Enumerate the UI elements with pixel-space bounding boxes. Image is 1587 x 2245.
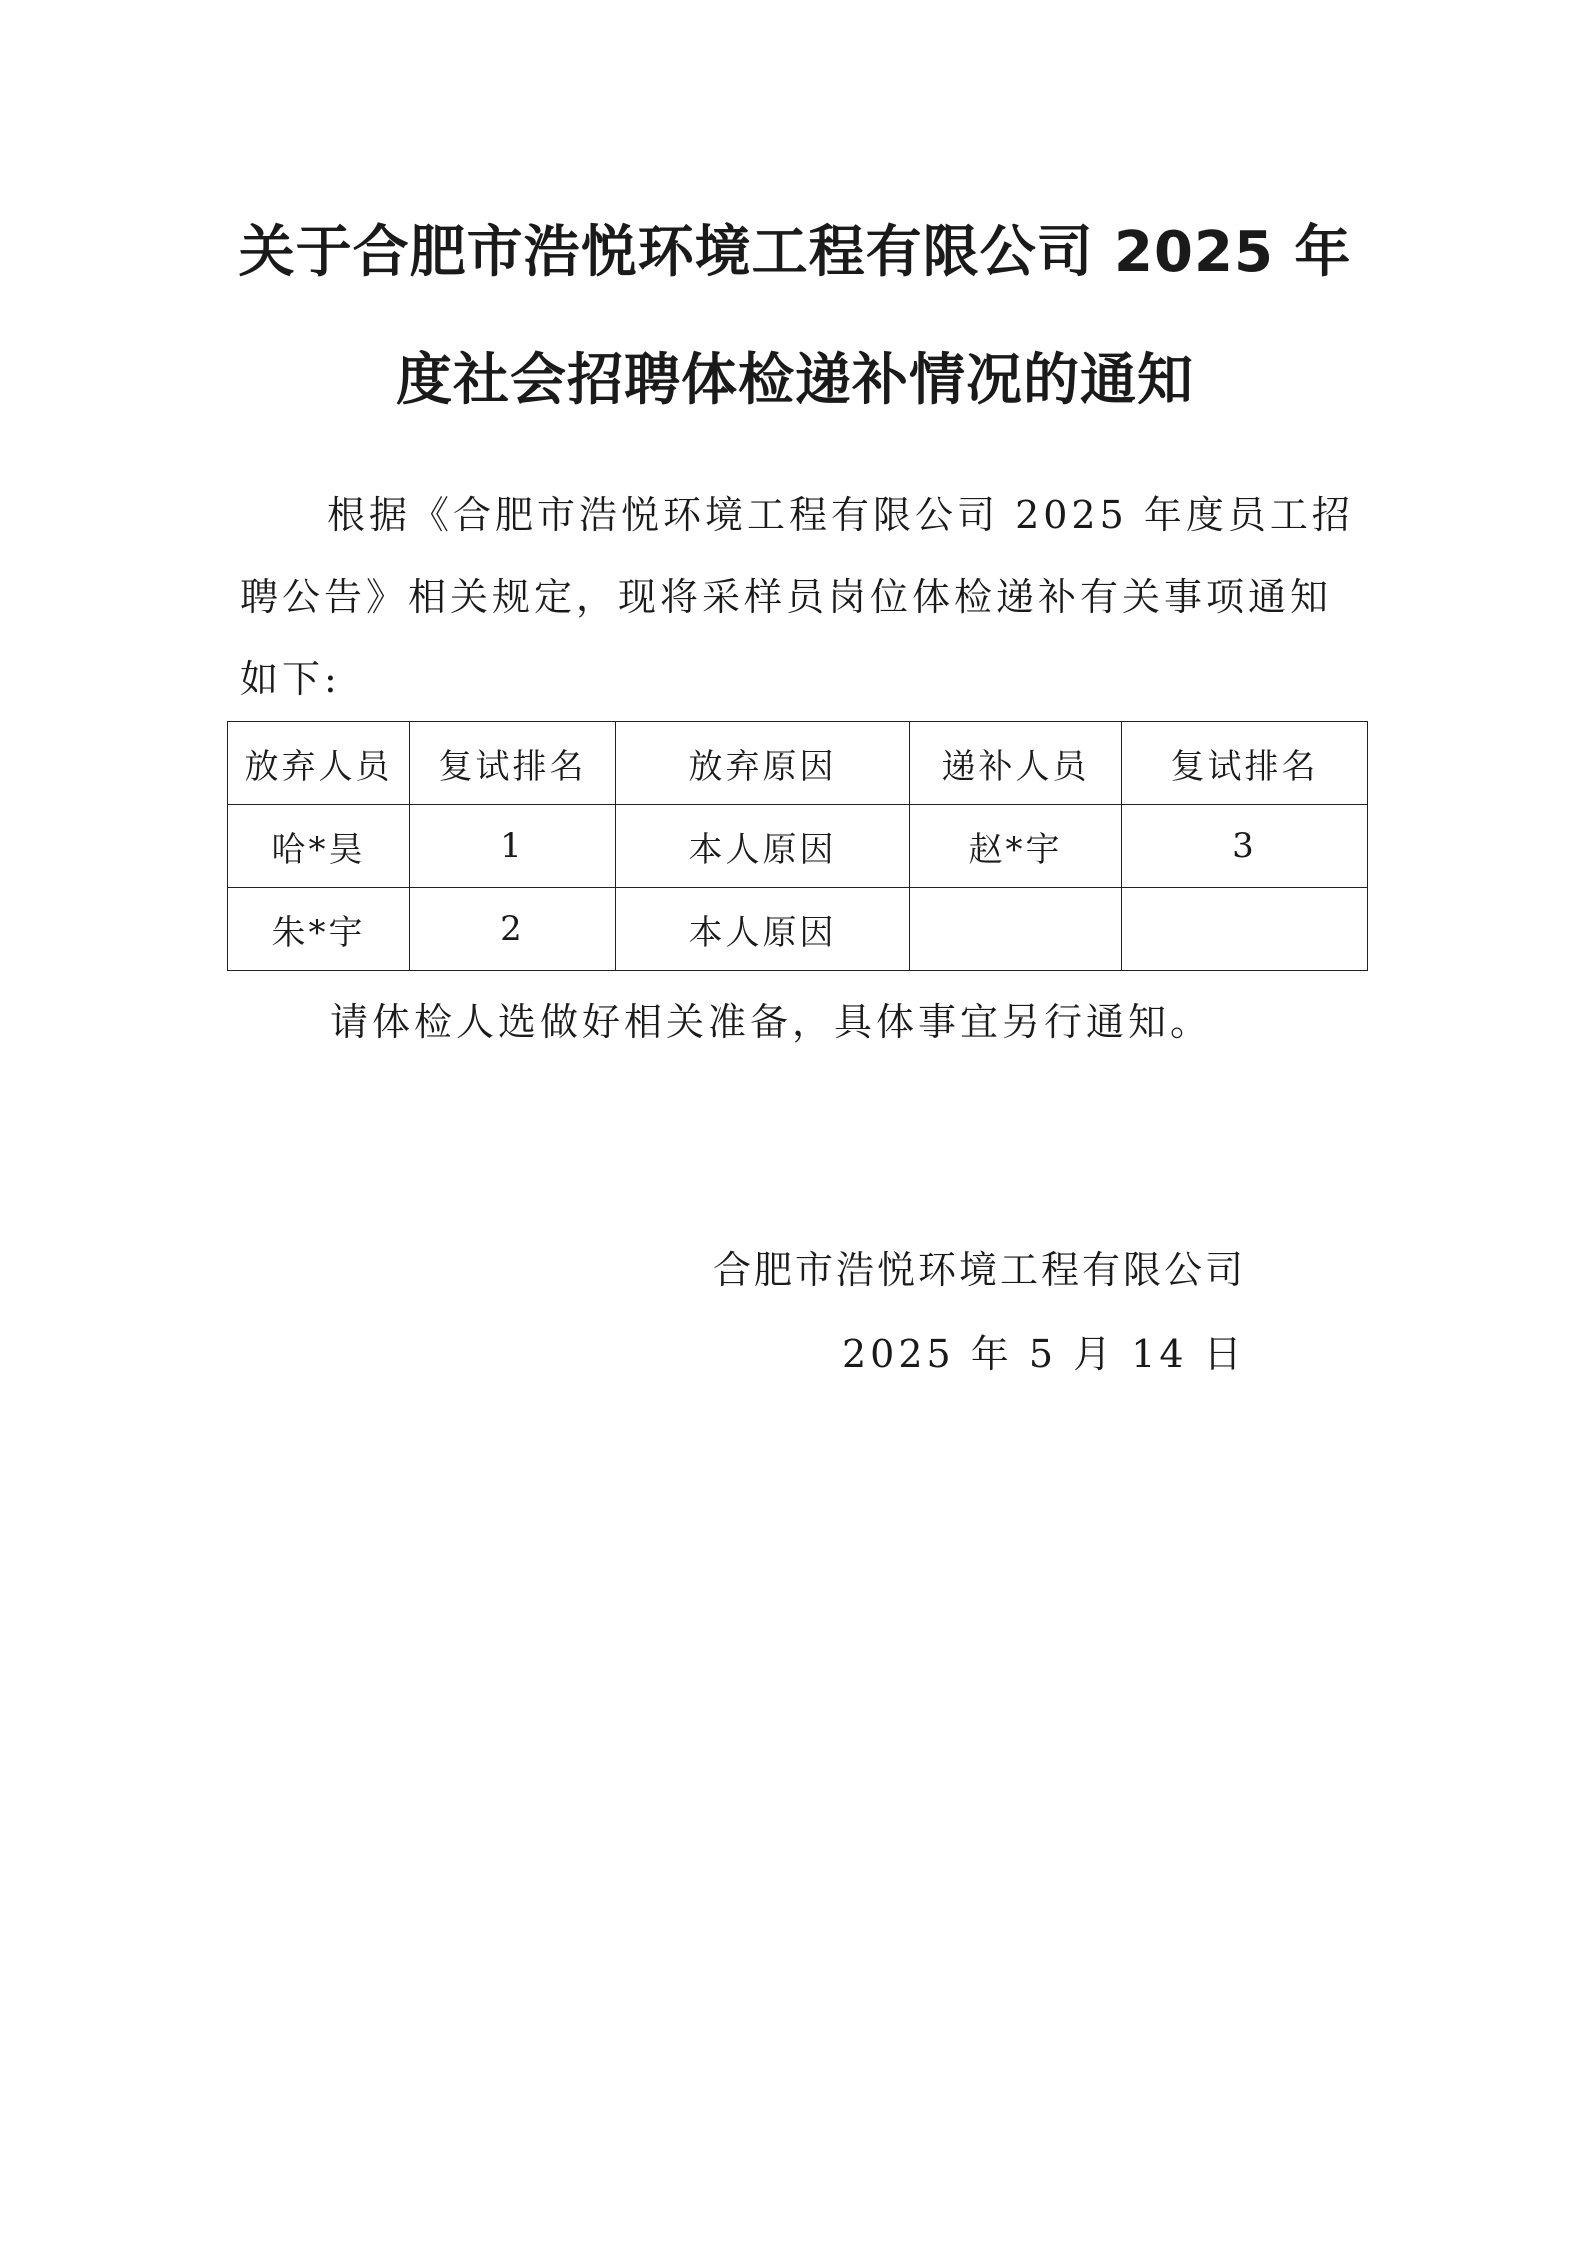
table-cell — [910, 888, 1122, 971]
table-cell: 哈*昊 — [228, 805, 410, 888]
notice-title-line-1: 关于合肥市浩悦环境工程有限公司 2025 年 — [238, 220, 1352, 285]
table-row — [228, 805, 1368, 888]
table-cell: 1 — [410, 805, 616, 888]
table-cell: 赵*宇 — [910, 805, 1122, 888]
header-retest-rank: 复试排名 — [410, 722, 616, 805]
table-cell: 2 — [410, 888, 616, 971]
notice-title-line-2: 度社会招聘体检递补情况的通知 — [396, 348, 1194, 413]
intro-paragraph-line-2: 聘公告》相关规定，现将采样员岗位体检递补有关事项通知 — [240, 575, 1333, 619]
header-replacement-person: 递补人员 — [910, 722, 1122, 805]
intro-paragraph-line-3: 如下: — [240, 657, 341, 701]
table-cell — [1122, 888, 1368, 971]
header-replacement-rank: 复试排名 — [1122, 722, 1368, 805]
intro-paragraph-line-1: 根据《合肥市浩悦环境工程有限公司 2025 年度员工招 — [327, 493, 1354, 537]
replacement-table — [227, 721, 1368, 971]
header-forfeit-reason: 放弃原因 — [616, 722, 910, 805]
table-cell: 本人原因 — [616, 805, 910, 888]
signature-date: 2025 年 5 月 14 日 — [842, 1332, 1246, 1376]
table-cell: 本人原因 — [616, 888, 910, 971]
table-row — [228, 888, 1368, 971]
closing-paragraph: 请体检人选做好相关准备，具体事宜另行通知。 — [330, 1000, 1213, 1044]
signature-company: 合肥市浩悦环境工程有限公司 — [713, 1248, 1247, 1292]
table-cell: 朱*宇 — [228, 888, 410, 971]
table-cell: 3 — [1122, 805, 1368, 888]
table-header-row — [228, 722, 1368, 805]
header-forfeited-person: 放弃人员 — [228, 722, 410, 805]
